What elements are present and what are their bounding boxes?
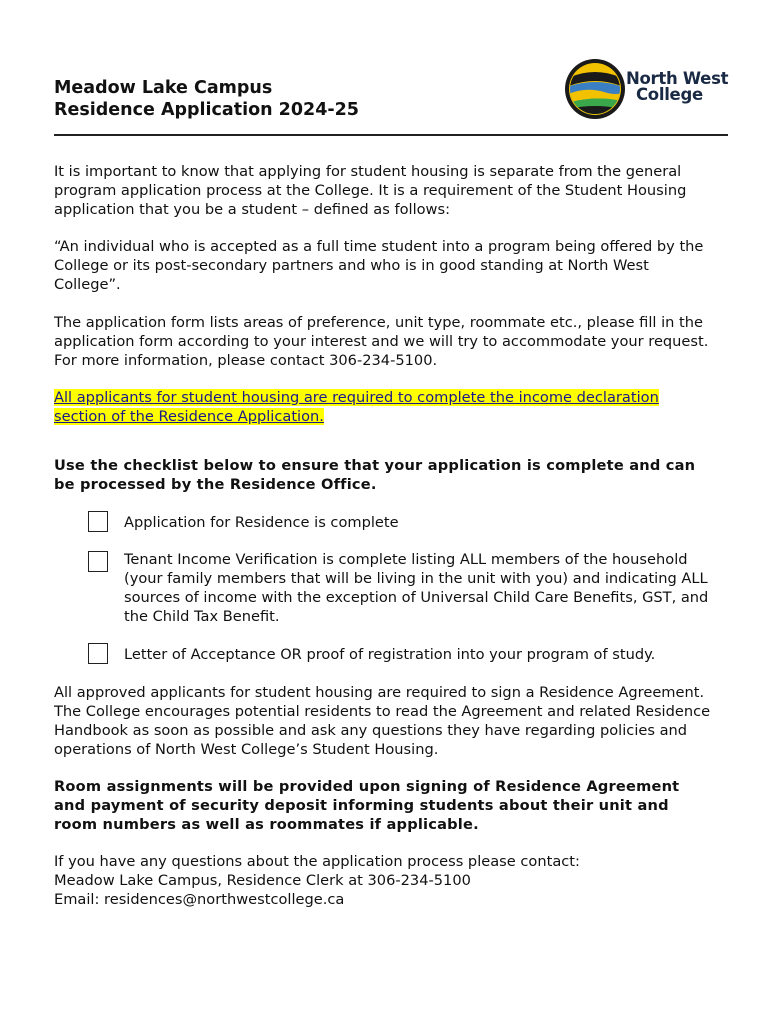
contact-intro: If you have any questions about the application process please contact:	[54, 853, 580, 870]
checklist-item-label: Letter of Acceptance OR proof of registration into your program of study.	[124, 646, 656, 663]
logo-text-line2: College	[636, 85, 703, 104]
page-title	[54, 77, 359, 121]
room-assignment-notice: Room assignments will be provided upon signing of Residence Agreement and payment of security deposit informing students about their unit and room numbers as well as roommates if applicable.	[54, 778, 680, 833]
income-declaration-notice	[54, 388, 714, 426]
highlighted-notice-text: All applicants for student housing are required to complete the income declaration section of the Residence Application.	[54, 389, 659, 425]
intro-paragraph-3: The application form lists areas of preference, unit type, roommate etc., please fill in the application form according to your interest and we will try to accommodate your request. For more information, please contact 306-234-5100.	[54, 314, 709, 369]
contact-email: Email: residences@northwestcollege.ca	[54, 891, 345, 908]
campus-title: Meadow Lake Campus	[54, 78, 273, 98]
checklist-item-label: Application for Residence is complete	[124, 514, 399, 531]
contact-phone: Meadow Lake Campus, Residence Clerk at 306-234-5100	[54, 872, 471, 889]
checkbox[interactable]	[88, 643, 108, 664]
intro-paragraph-1: It is important to know that applying for student housing is separate from the general program application process at the College. It is a requirement of the Student Housing application that you be a student – defined as follows:	[54, 163, 687, 218]
checklist-item-label: Tenant Income Verification is complete listing ALL members of the household (your family members that will be living in the unit with you) and indicating ALL sources of income with the exception of Universal Child Care Benefits, GST, and the Child Tax Benefit.	[124, 551, 709, 625]
logo-text-line1: North West	[626, 69, 729, 88]
contact-block	[54, 852, 714, 909]
checkbox[interactable]	[88, 511, 108, 532]
application-title: Residence Application 2024-25	[54, 100, 359, 120]
header-divider	[54, 134, 728, 136]
north-west-college-logo	[564, 58, 734, 120]
logo-wordmark	[626, 71, 728, 103]
agreement-paragraph: All approved applicants for student housing are required to sign a Residence Agreement. The College encourages potential residents to read the Agreement and related Residence Handbook as soon as possible and ask any questions they have regarding policies and operations of North West College’s Student Housing.	[54, 684, 711, 758]
checkbox[interactable]	[88, 551, 108, 572]
checklist-heading: Use the checklist below to ensure that your application is complete and can be processed by the Residence Office.	[54, 457, 696, 493]
student-definition-quote: “An individual who is accepted as a full time student into a program being offered by the College or its post-secondary partners and who is in good standing at North West College”.	[54, 238, 704, 293]
college-emblem-icon	[564, 58, 626, 120]
